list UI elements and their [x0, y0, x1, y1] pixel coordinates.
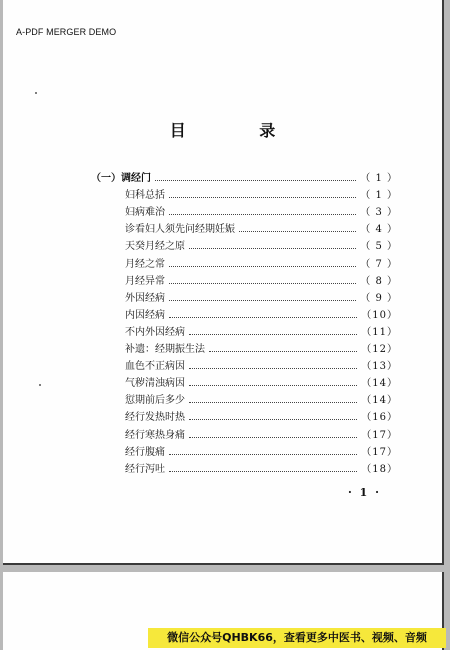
toc-entry	[125, 236, 398, 252]
promo-banner: 微信公众号QHBK66，查看更多中医书、视频、音频	[148, 628, 446, 648]
toc-page-ref: （17）	[361, 446, 398, 458]
toc-entry-title: 月经之常	[125, 258, 165, 270]
toc-entry	[125, 339, 398, 355]
page-number: · 1 ·	[348, 486, 381, 499]
toc-entry-title: 愆期前后多少	[125, 395, 185, 407]
toc-leader-dots	[189, 401, 357, 403]
toc-leader-dots	[169, 213, 356, 215]
toc-entry-title: 补遗：经期振生法	[125, 344, 205, 355]
toc-entry	[125, 305, 398, 321]
page-title: 目 录	[169, 121, 310, 140]
toc-page-ref: （13）	[361, 361, 398, 373]
toc-entry-title: 不内外因经病	[125, 326, 185, 338]
toc-section-heading	[91, 168, 398, 184]
toc-leader-dots	[169, 299, 356, 301]
toc-page-ref: （17）	[361, 429, 398, 441]
toc-page-ref: （ 1 ）	[360, 190, 398, 202]
toc-entry-title: 诊看妇人须先问经期妊娠	[125, 224, 235, 236]
toc-entry-title: 经行发热时热	[125, 412, 185, 424]
toc-entry-title: （一）调经门	[91, 173, 151, 184]
toc-entry-title: 妇科总括	[125, 190, 165, 202]
toc-entry	[125, 390, 398, 406]
toc-page-ref: （18）	[361, 463, 398, 475]
toc-entry-title: 经行寒热身痛	[125, 429, 185, 441]
toc-page-ref: （10）	[361, 309, 398, 321]
toc-leader-dots	[189, 333, 357, 335]
toc-entry	[125, 202, 398, 218]
toc-page-ref: （14）	[361, 395, 398, 407]
toc-leader-dots	[169, 316, 357, 318]
toc-entry	[125, 425, 398, 441]
toc-leader-dots	[209, 350, 357, 352]
toc-entry-title: 月经异常	[125, 275, 165, 287]
toc-entry	[125, 254, 398, 270]
toc-entry	[125, 219, 398, 235]
toc-page-ref: （ 7 ）	[360, 258, 398, 270]
toc-leader-dots	[239, 230, 356, 232]
toc-leader-dots	[169, 196, 356, 198]
document-page	[3, 0, 444, 565]
toc-leader-dots	[189, 436, 357, 438]
toc-entry-title: 气秽清浊病因	[125, 378, 185, 390]
toc-entry	[125, 322, 398, 338]
toc-entry	[125, 356, 398, 372]
toc-entry-title: 外因经病	[125, 292, 165, 304]
toc-entry-title: 妇病难治	[125, 207, 165, 219]
toc-leader-dots	[169, 453, 357, 455]
toc-entry-title: 天癸月经之原	[125, 241, 185, 253]
toc-leader-dots	[189, 367, 357, 369]
toc-leader-dots	[169, 282, 356, 284]
toc-page-ref: （ 3 ）	[360, 207, 398, 219]
toc-leader-dots	[189, 418, 357, 420]
toc-entry-title: 内因经病	[125, 309, 165, 321]
toc-page-ref: （ 9 ）	[360, 292, 398, 304]
toc-entry-title: 经行腹痛	[125, 446, 165, 458]
toc-page-ref: （11）	[361, 326, 398, 338]
scan-speck	[39, 384, 41, 386]
scan-speck	[35, 92, 37, 94]
toc-entry-title: 经行泻吐	[125, 463, 165, 475]
toc-entry	[125, 185, 398, 201]
toc-leader-dots	[169, 265, 356, 267]
toc-leader-dots	[169, 470, 357, 472]
toc-page-ref: （ 5 ）	[360, 241, 398, 253]
toc-page-ref: （ 1 ）	[360, 173, 398, 184]
toc-leader-dots	[189, 384, 357, 386]
toc-page-ref: （12）	[361, 344, 398, 355]
watermark-text: A-PDF MERGER DEMO	[16, 27, 117, 37]
toc-entry	[125, 271, 398, 287]
toc-page-ref: （16）	[361, 412, 398, 424]
toc-entry	[125, 459, 398, 475]
toc-entry	[125, 407, 398, 423]
toc-leader-dots	[155, 179, 356, 181]
toc-entry	[125, 442, 398, 458]
toc-entry	[125, 373, 398, 389]
toc-page-ref: （14）	[361, 378, 398, 390]
toc-page-ref: （ 8 ）	[360, 275, 398, 287]
toc-page-ref: （ 4 ）	[360, 224, 398, 236]
toc-entry	[125, 288, 398, 304]
toc-leader-dots	[189, 247, 356, 249]
toc-entry-title: 血色不正病因	[125, 361, 185, 373]
